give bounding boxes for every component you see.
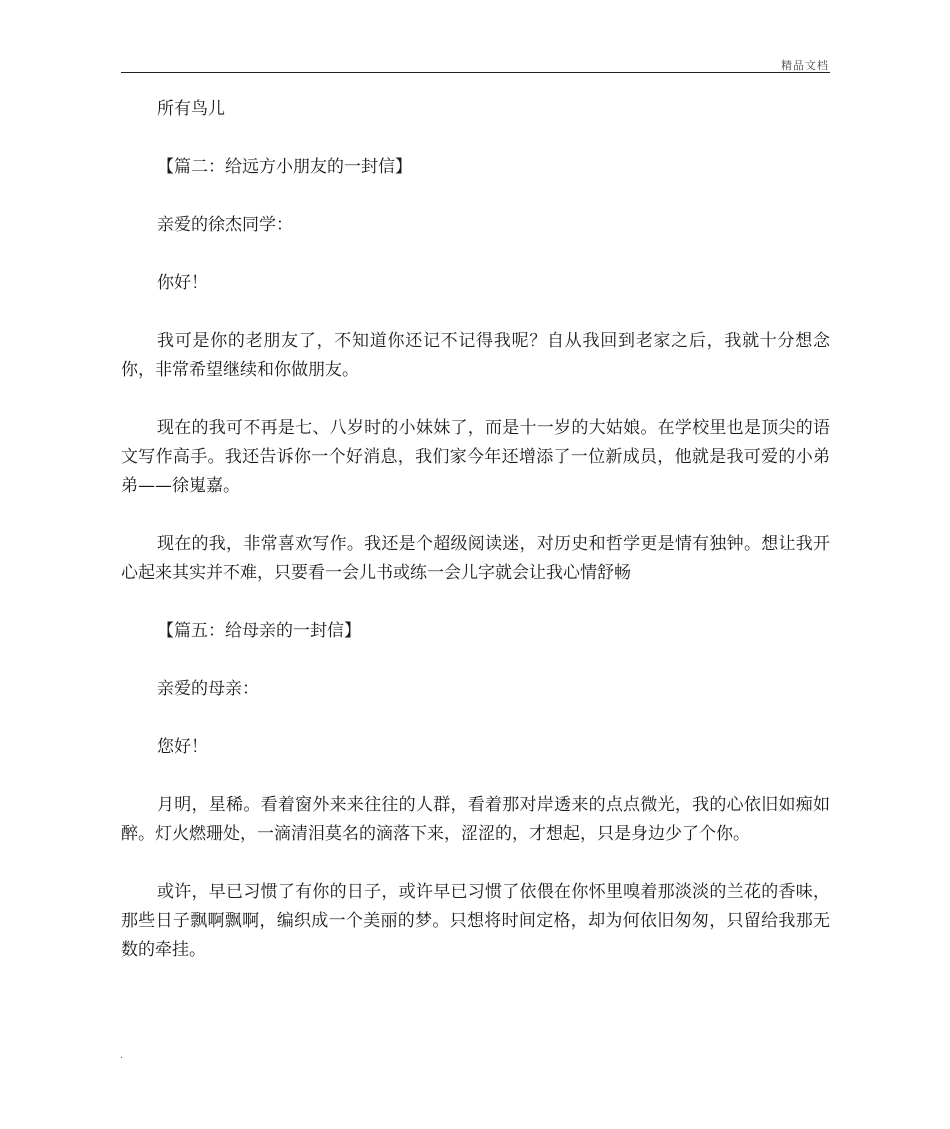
letter-greeting-mother: 您好！ (157, 737, 208, 757)
paragraph-old-friend: 我可是你的老朋友了，不知道你还记不记得我呢？自从我回到老家之后，我就十分想念你，非常希望继续和你做朋友。 (121, 331, 830, 380)
header-rule (121, 72, 830, 73)
header-label: 精品文档 (781, 59, 829, 72)
paragraph-memories: 或许，早已习惯了有你的日子，或许早已习惯了依偎在你怀里嗅着那淡淡的兰花的香味，那些日子飘啊飘啊，编织成一个美丽的梦。只想将时间定格，却为何依旧匆匆，只留给我那无数的牵挂。 (121, 882, 830, 960)
letter-salutation: 亲爱的徐杰同学： (157, 215, 293, 235)
section-heading-part-two: 【篇二：给远方小朋友的一封信】 (157, 157, 412, 177)
paragraph-love-writing: 现在的我，非常喜欢写作。我还是个超级阅读迷，对历史和哲学更是情有独钟。想让我开心起来其实并不难，只要看一会儿书或练一会儿字就会让我心情舒畅 (121, 534, 830, 583)
paragraph-closing-line: 所有鸟儿 (157, 99, 225, 119)
paragraph-moonlight: 月明，星稀。看着窗外来来往往的人群，看着那对岸透来的点点微光，我的心依旧如痴如醉。灯火燃珊处，一滴清泪莫名的滴落下来，涩涩的，才想起，只是身边少了个你。 (121, 795, 830, 844)
paragraph-now-grown-up: 现在的我可不再是七、八岁时的小妹妹了，而是十一岁的大姑娘。在学校里也是顶尖的语文写作高手。我还告诉你一个好消息，我们家今年还增添了一位新成员，他就是我可爱的小弟弟——徐嵬嘉。 (121, 418, 830, 496)
footer-mark: . (120, 1050, 124, 1061)
letter-salutation-mother: 亲爱的母亲： (157, 679, 259, 699)
letter-greeting: 你好！ (157, 273, 208, 293)
document-body (121, 95, 830, 965)
section-heading-part-five: 【篇五：给母亲的一封信】 (157, 621, 361, 641)
